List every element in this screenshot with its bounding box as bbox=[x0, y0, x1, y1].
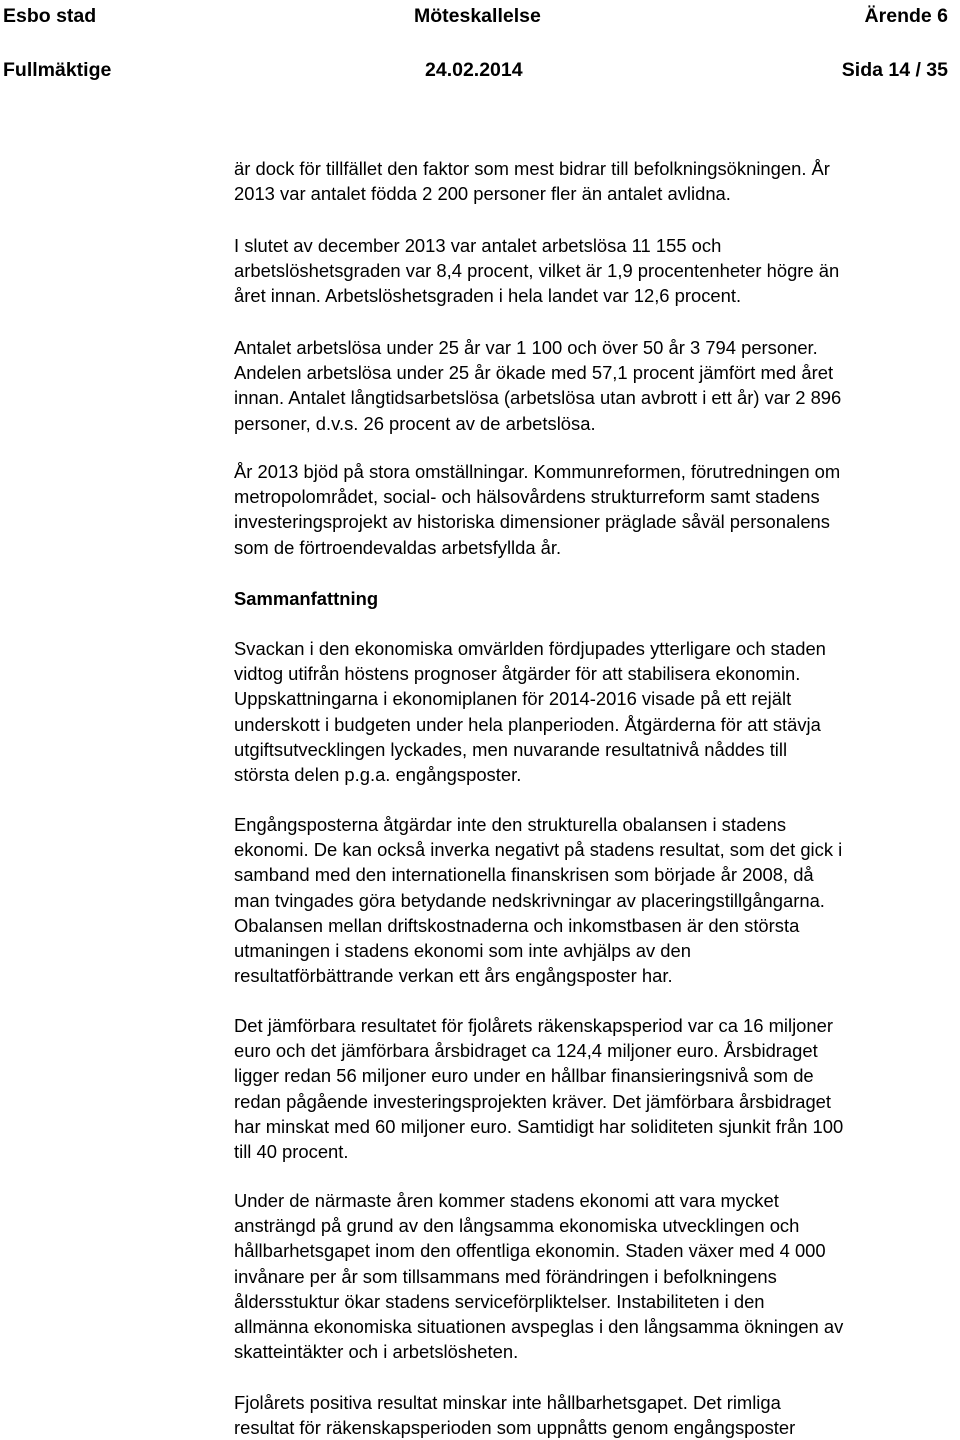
text-line: ligger redan 56 miljoner euro under en hållbar finansieringsnivå som de bbox=[234, 1065, 814, 1087]
organization-name: Esbo stad bbox=[3, 5, 97, 27]
text-line: största delen p.g.a. engångsposter. bbox=[234, 764, 522, 786]
text-line: skatteintäkter och i arbetslösheten. bbox=[234, 1341, 519, 1363]
paragraph-7 bbox=[234, 1013, 952, 1164]
text-line: till 40 procent. bbox=[234, 1141, 349, 1163]
text-line: Det jämförbara resultatet för fjolårets räkenskapsperiod var ca 16 miljoner bbox=[234, 1015, 833, 1036]
paragraph-1 bbox=[234, 156, 952, 206]
page-header-row-2 bbox=[0, 57, 960, 83]
section-heading bbox=[234, 586, 952, 611]
text-line: invånare per år som tillsammans med förändringen i befolkningens bbox=[234, 1265, 777, 1287]
text-line: Obalansen mellan driftskostnaderna och inkomstbasen är den största bbox=[234, 914, 800, 936]
text-line: resultat för räkenskapsperioden som uppnåtts genom engångsposter bbox=[234, 1417, 796, 1439]
text-line: Antalet arbetslösa under 25 år var 1 100 och över 50 år 3 794 personer. bbox=[234, 337, 818, 358]
text-line: redan pågående investeringsprojekten kräver. Det jämförbara årsbidraget bbox=[234, 1090, 832, 1112]
document-type: Möteskallelse bbox=[414, 5, 541, 27]
text-line: Fjolårets positiva resultat minskar inte hållbarhetsgapet. Det rimliga bbox=[234, 1392, 781, 1413]
text-line: investeringsprojekt av historiska dimensioner präglade såväl personalens bbox=[234, 511, 830, 533]
text-line: ekonomi. De kan också inverka negativt på stadens resultat, som det gick i bbox=[234, 839, 843, 861]
text-line: personer, d.v.s. 26 procent av de arbetslösa. bbox=[234, 412, 596, 434]
agenda-item: Ärende 6 bbox=[864, 5, 948, 27]
meeting-date: 24.02.2014 bbox=[425, 59, 523, 81]
text-line: euro och det jämförbara årsbidraget ca 124,4 miljoner euro. Årsbidraget bbox=[234, 1040, 818, 1062]
council-name: Fullmäktige bbox=[3, 59, 112, 81]
text-line: resultatförbättrande verkan ett års engångsposter har. bbox=[234, 965, 673, 987]
text-line: man tvingades göra betydande nedskrivningar av placeringstillgångarna. bbox=[234, 889, 825, 911]
text-line: hållbarhetsgapet inom den offentliga ekonomin. Staden växer med 4 000 bbox=[234, 1240, 826, 1262]
paragraph-8 bbox=[234, 1188, 952, 1364]
text-line: ansträngd på grund av den långsamma ekonomiska utvecklingen och bbox=[234, 1215, 800, 1237]
text-line: arbetslöshetsgraden var 8,4 procent, vilket är 1,9 procentenheter högre än bbox=[234, 260, 840, 282]
text-line: metropolområdet, social- och hälsovårdens strukturreform samt stadens bbox=[234, 486, 820, 508]
text-line: som de förtroendevaldas arbetsfyllda år. bbox=[234, 536, 562, 558]
heading-text: Sammanfattning bbox=[234, 588, 379, 609]
text-line: Engångsposterna åtgärdar inte den strukturella obalansen i stadens bbox=[234, 814, 787, 835]
page-number: Sida 14 / 35 bbox=[841, 59, 948, 81]
text-line: året innan. Arbetslöshetsgraden i hela landet var 12,6 procent. bbox=[234, 285, 742, 307]
text-line: I slutet av december 2013 var antalet arbetslösa 11 155 och bbox=[234, 235, 722, 256]
text-line: utgiftsutvecklingen lyckades, men nuvarande resultatnivå nåddes till bbox=[234, 738, 788, 760]
page-header-row-1 bbox=[0, 3, 960, 29]
paragraph-9 bbox=[234, 1390, 952, 1440]
text-line: utmaningen i stadens ekonomi som inte avhjälps av den bbox=[234, 940, 691, 962]
text-line: Andelen arbetslösa under 25 år ökade med 57,1 procent jämfört med året bbox=[234, 362, 834, 384]
text-line: Svackan i den ekonomiska omvärlden fördjupades ytterligare och staden bbox=[234, 638, 826, 659]
text-line: vidtog utifrån höstens prognoser åtgärder för att stabilisera ekonomin. bbox=[234, 663, 801, 685]
paragraph-4 bbox=[234, 459, 952, 560]
text-line: 2013 var antalet födda 2 200 personer fler än antalet avlidna. bbox=[234, 183, 731, 205]
text-line: har minskat med 60 miljoner euro. Samtidigt har soliditeten sjunkit från 100 bbox=[234, 1115, 844, 1137]
paragraph-3 bbox=[234, 335, 952, 436]
text-line: åldersstuktur ökar stadens serviceförpliktelser. Instabiliteten i den bbox=[234, 1290, 765, 1312]
paragraph-5 bbox=[234, 636, 952, 787]
text-line: underskott i budgeten under hela planperioden. Åtgärderna för att stävja bbox=[234, 713, 821, 735]
text-line: År 2013 bjöd på stora omställningar. Kommunreformen, förutredningen om bbox=[234, 461, 841, 482]
text-line: allmänna ekonomiska situationen avspeglas i den långsamma ökningen av bbox=[234, 1316, 844, 1338]
paragraph-2 bbox=[234, 233, 952, 309]
paragraph-6 bbox=[234, 812, 952, 988]
text-line: Under de närmaste åren kommer stadens ekonomi att vara mycket bbox=[234, 1190, 779, 1211]
text-line: samband med den internationella finanskrisen som började år 2008, då bbox=[234, 864, 814, 886]
text-line: innan. Antalet långtidsarbetslösa (arbetslösa utan avbrott i ett år) var 2 896 bbox=[234, 387, 842, 409]
text-line: är dock för tillfället den faktor som mest bidrar till befolkningsökningen. År bbox=[234, 158, 830, 179]
text-line: Uppskattningarna i ekonomiplanen för 2014-2016 visade på ett rejält bbox=[234, 688, 792, 710]
